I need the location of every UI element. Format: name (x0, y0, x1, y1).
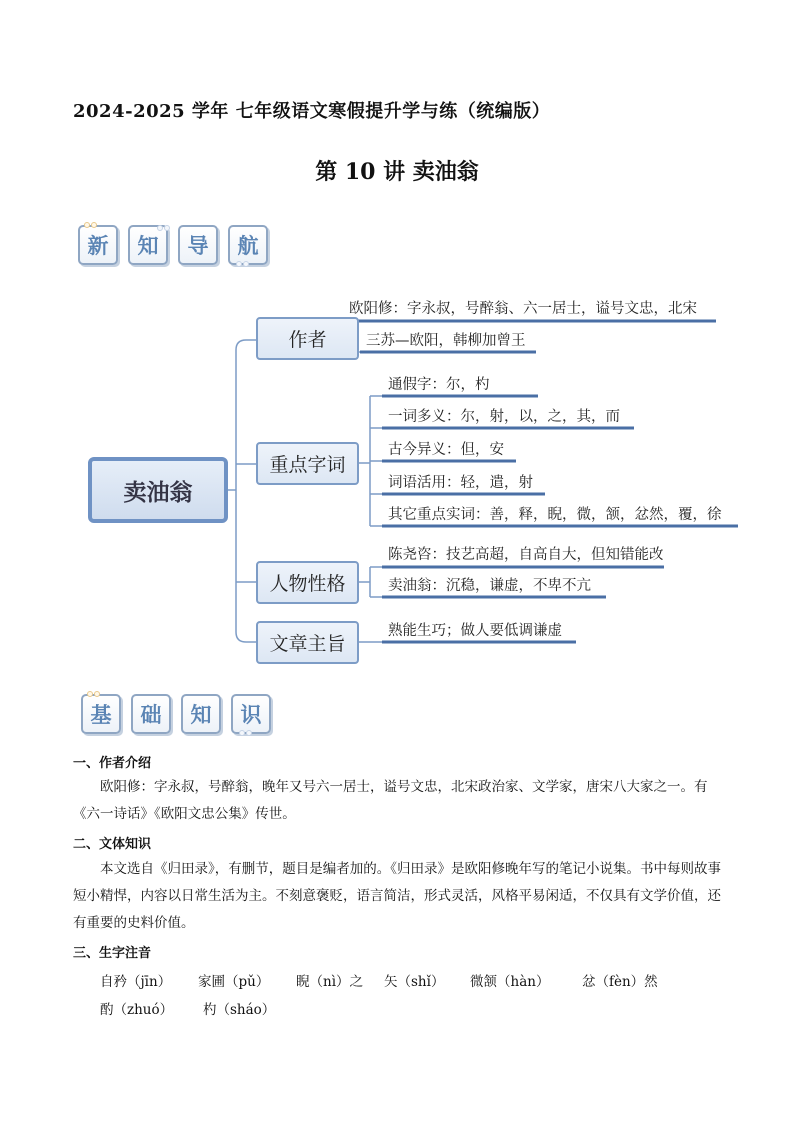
pinyin-item: 睨（nì）之 (296, 974, 364, 990)
section-heading-pinyin: 三、生字注音 (73, 946, 152, 961)
section-heading-author: 一、作者介绍 (73, 756, 152, 771)
lesson-title: 第 10 讲 卖油翁 (315, 159, 479, 185)
mindmap-node-character: 人物性格 (256, 561, 359, 604)
mindmap-node-theme: 文章主旨 (256, 621, 359, 664)
mindmap-leaf: 欧阳修：字永叔，号醉翁、六一居士，谥号文忠，北宋 (349, 301, 697, 317)
badge-tile: 基 (81, 694, 121, 734)
mindmap-leaf: 三苏—欧阳，韩柳加曾王 (366, 333, 526, 349)
document-title: 2024-2025 学年 七年级语文寒假提升学与练（统编版） (73, 101, 551, 122)
mindmap-leaf: 熟能生巧；做人要低调谦虚 (388, 623, 562, 639)
badge-tile: 础 (131, 694, 171, 734)
paragraph-author: 欧阳修：字永叔，号醉翁，晚年又号六一居士，谥号文忠，北宋政治家、文学家，唐宋八大家之一。有《六一诗话》《欧阳文忠公集》传世。 (73, 779, 708, 822)
mindmap-leaf: 一词多义：尔，射，以，之，其，而 (388, 409, 620, 425)
badge-tile: 新 (78, 225, 118, 265)
mindmap-leaf: 其它重点实词：善，释，睨，微，颔，忿然，覆，徐 (388, 507, 722, 523)
badge-tile: 知 (181, 694, 221, 734)
mindmap-leaf: 通假字：尔，杓 (388, 377, 490, 393)
pinyin-item: 自矜（jīn） (100, 974, 172, 990)
mindmap-leaf: 词语活用：轻，遣，射 (388, 475, 533, 491)
mindmap-leaf: 古今异义：但，安 (388, 442, 504, 458)
basics-badge-row (81, 694, 271, 734)
pinyin-item: 忿（fèn）然 (582, 974, 658, 990)
mindmap-leaf: 卖油翁：沉稳，谦虚，不卑不亢 (388, 578, 591, 594)
pinyin-item: 酌（zhuó） (100, 1002, 174, 1018)
badge-tile: 识 (231, 694, 271, 734)
mindmap-node-author: 作者 (256, 317, 359, 360)
badge-tile: 导 (178, 225, 218, 265)
pinyin-item: 杓（sháo） (203, 1002, 276, 1018)
paragraph-style: 本文选自《归田录》，有删节，题目是编者加的。《归田录》是欧阳修晚年写的笔记小说集。书中每则故事短小精悍，内容以日常生活为主。不刻意褒贬，语言简洁，形式灵活，风格平易闲适，不仅具有文学价值，还有重要的史料价值。 (73, 861, 721, 931)
pinyin-item: 微颔（hàn） (470, 974, 550, 990)
mindmap-node-keywords: 重点字词 (256, 442, 359, 485)
mindmap-leaf: 陈尧咨：技艺高超，自高自大，但知错能改 (388, 547, 664, 563)
badge-tile: 航 (228, 225, 268, 265)
section-heading-style: 二、文体知识 (73, 837, 152, 852)
mindmap-root: 卖油翁 (88, 457, 228, 523)
badge-tile: 知 (128, 225, 168, 265)
pinyin-item: 矢（shǐ） (384, 974, 445, 990)
pinyin-item: 家圃（pǔ） (198, 974, 270, 990)
